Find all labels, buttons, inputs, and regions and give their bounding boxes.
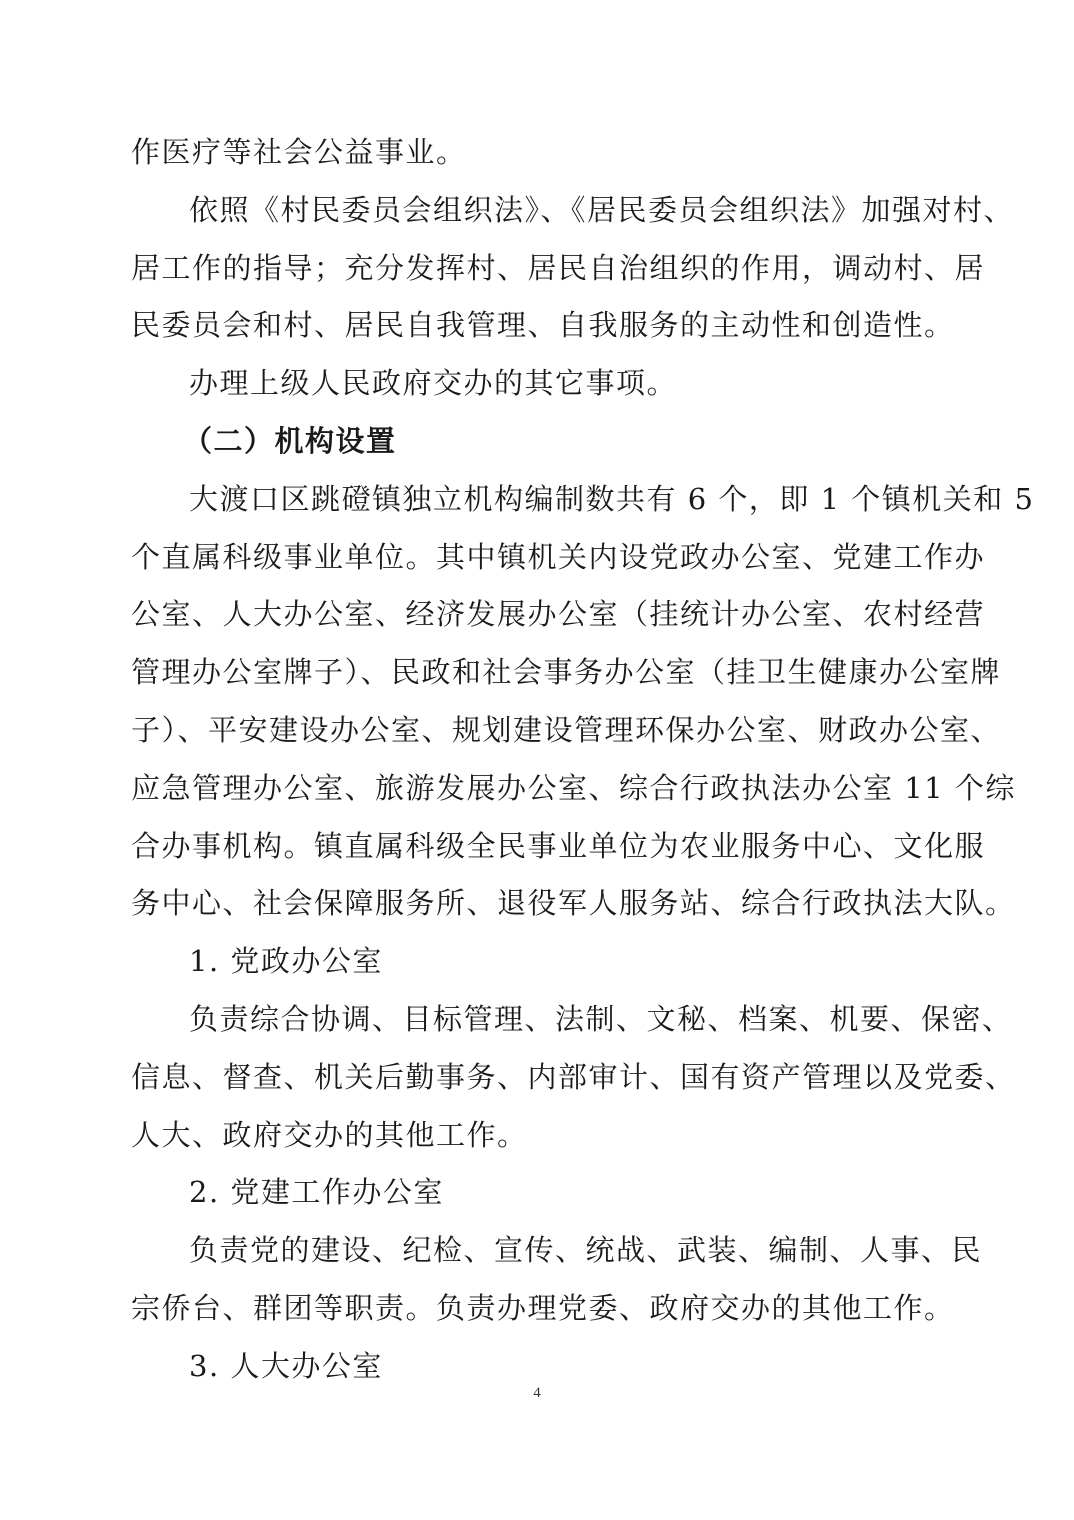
paragraph-line: 管理办公室牌子）、民政和社会事务办公室（挂卫生健康办公室牌 xyxy=(131,655,1002,690)
paragraph-line: 宗侨台、群团等职责。负责办理党委、政府交办的其他工作。 xyxy=(131,1290,955,1325)
paragraph-line: 大渡口区跳磴镇独立机构编制数共有 6 个，即 1 个镇机关和 5 xyxy=(189,481,1035,516)
paragraph-line: 民委员会和村、居民自我管理、自我服务的主动性和创造性。 xyxy=(131,308,955,343)
subsection-heading: 3. 人大办公室 xyxy=(189,1348,383,1383)
paragraph-line: 居工作的指导；充分发挥村、居民自治组织的作用，调动村、居 xyxy=(131,250,986,285)
paragraph-line: 子）、平安建设办公室、规划建设管理环保办公室、财政办公室、 xyxy=(131,712,1002,747)
paragraph-line: 合办事机构。镇直属科级全民事业单位为农业服务中心、文化服 xyxy=(131,828,986,863)
paragraph-line: 公室、人大办公室、经济发展办公室（挂统计办公室、农村经营 xyxy=(131,597,986,632)
paragraph-line: 应急管理办公室、旅游发展办公室、综合行政执法办公室 11 个综 xyxy=(131,770,1016,805)
paragraph-line: 务中心、社会保障服务所、退役军人服务站、综合行政执法大队。 xyxy=(131,886,1016,921)
paragraph-line: 个直属科级事业单位。其中镇机关内设党政办公室、党建工作办 xyxy=(131,539,986,574)
paragraph-line: 信息、督查、机关后勤事务、内部审计、国有资产管理以及党委、 xyxy=(131,1059,1016,1094)
paragraph-line: 依照《村民委员会组织法》、《居民委员会组织法》加强对村、 xyxy=(189,192,1015,227)
paragraph-line: 办理上级人民政府交办的其它事项。 xyxy=(189,366,678,401)
paragraph-line: 负责党的建设、纪检、宣传、统战、武装、编制、人事、民 xyxy=(189,1233,983,1268)
page-number: 4 xyxy=(533,1385,541,1401)
paragraph-line: 作医疗等社会公益事业。 xyxy=(131,135,467,169)
section-heading: （二）机构设置 xyxy=(183,423,397,458)
subsection-heading: 1. 党政办公室 xyxy=(189,944,383,979)
paragraph-line: 人大、政府交办的其他工作。 xyxy=(131,1117,528,1152)
subsection-heading: 2. 党建工作办公室 xyxy=(189,1175,444,1210)
paragraph-line: 负责综合协调、目标管理、法制、文秘、档案、机要、保密、 xyxy=(189,1001,1013,1036)
body-text xyxy=(131,124,1035,1396)
